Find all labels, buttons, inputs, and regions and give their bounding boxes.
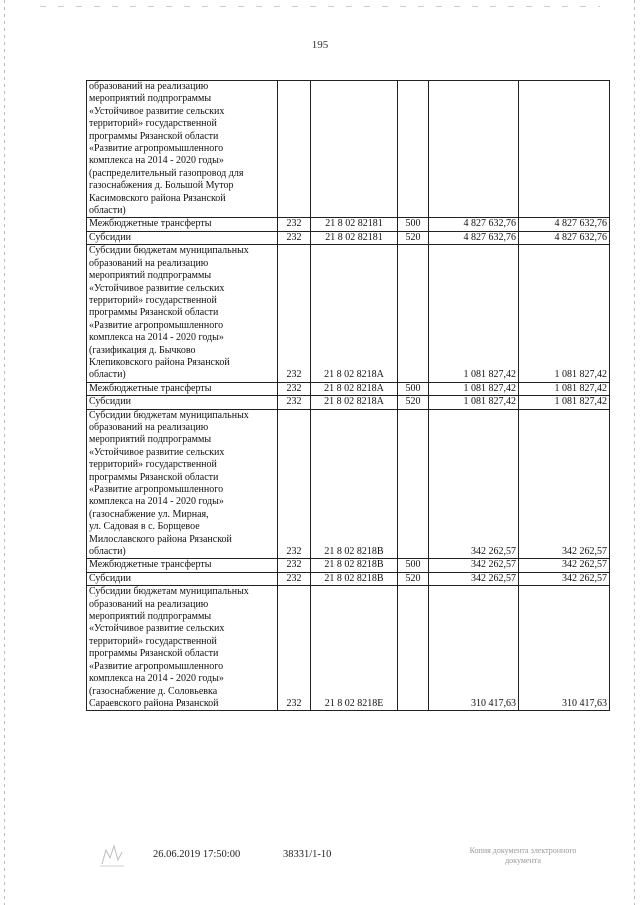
footer-doc-number: 38331/1-10 [283,849,332,860]
row-name [87,245,278,382]
row-name [87,559,278,572]
page-number: 195 [311,39,329,51]
seal-icon [96,838,126,868]
row-section: 232 [278,396,311,409]
row-amount-2: 342 262,57 [519,559,610,572]
row-code: 21 8 02 82181 [311,218,398,231]
row-name [87,218,278,231]
row-amount-1: 1 081 827,42 [429,382,519,395]
row-name-text: Субсидии [89,396,131,408]
row-type [398,245,429,382]
table-row [87,81,610,218]
row-name [87,396,278,409]
row-amount-2: 1 081 827,42 [519,382,610,395]
row-name [87,382,278,395]
row-amount-1: 4 827 632,76 [429,218,519,231]
row-name-text: Межбюджетные трансферты [89,559,212,571]
budget-table [86,80,610,711]
row-section: 232 [278,245,311,382]
row-type: 520 [398,396,429,409]
row-amount-1: 342 262,57 [429,409,519,559]
row-name-text: Межбюджетные трансферты [89,218,212,230]
row-name-text: Межбюджетные трансферты [89,382,212,394]
row-name-text: Субсидии бюджетам муниципальных образований на реализацию мероприятий подпрограммы «Устойчивое развитие сельских территорий» государственной программы Рязанской области «Развитие агропромышленного комплекса на 2014 - 2020 годы» (газификация д. Бычково Клепиковского района Рязанской области) [89,245,249,381]
row-section: 232 [278,409,311,559]
row-amount-2: 1 081 827,42 [519,396,610,409]
row-amount-1: 342 262,57 [429,559,519,572]
row-name [87,572,278,585]
row-type [398,409,429,559]
table-row [87,218,610,231]
scan-edge-right [634,0,635,905]
table-row [87,586,610,711]
table-row [87,559,610,572]
row-name [87,81,278,218]
row-code: 21 8 02 8218А [311,382,398,395]
table-row [87,572,610,585]
row-amount-1: 4 827 632,76 [429,231,519,244]
stamp-line-2: документа [505,856,541,865]
stamp-line-1: Копия документа электронного [469,846,577,855]
row-code: 21 8 02 8218В [311,559,398,572]
row-name-text: Субсидии [89,231,131,243]
table-row [87,245,610,382]
row-section: 232 [278,586,311,711]
row-type: 520 [398,231,429,244]
row-code: 21 8 02 8218А [311,396,398,409]
row-section: 232 [278,218,311,231]
row-amount-1: 310 417,63 [429,586,519,711]
row-name-text: образований на реализацию мероприятий подпрограммы «Устойчивое развитие сельских территорий» государственной программы Рязанской области «Развитие агропромышленного комплекса на 2014 - 2020 годы» (распределительный газопровод для газоснабжения д. Большой Мутор Касимовского района Рязанской области) [89,81,244,217]
row-amount-2 [519,81,610,218]
row-amount-2: 1 081 827,42 [519,245,610,382]
row-section: 232 [278,231,311,244]
row-code: 21 8 02 8218В [311,409,398,559]
table-row [87,382,610,395]
scan-noise-top [40,6,600,7]
table-row [87,409,610,559]
row-code [311,81,398,218]
row-code: 21 8 02 8218В [311,572,398,585]
row-name-text: Субсидии [89,572,131,584]
row-amount-1 [429,81,519,218]
row-amount-1: 1 081 827,42 [429,396,519,409]
row-name [87,586,278,711]
row-amount-2: 342 262,57 [519,572,610,585]
scan-edge-left [4,0,5,905]
row-type: 520 [398,572,429,585]
row-name [87,231,278,244]
row-code: 21 8 02 8218Е [311,586,398,711]
row-amount-2: 342 262,57 [519,409,610,559]
row-name-text: Субсидии бюджетам муниципальных образований на реализацию мероприятий подпрограммы «Устойчивое развитие сельских территорий» государственной программы Рязанской области «Развитие агропромышленного комплекса на 2014 - 2020 годы» (газоснабжение д. Соловьевка Сараевского района Рязанской [89,586,249,709]
row-type [398,81,429,218]
row-amount-2: 4 827 632,76 [519,218,610,231]
footer-date: 26.06.2019 17:50:00 [153,849,241,860]
row-section: 232 [278,572,311,585]
row-name [87,409,278,559]
row-amount-1: 1 081 827,42 [429,245,519,382]
row-code: 21 8 02 8218А [311,245,398,382]
row-type [398,586,429,711]
row-amount-2: 4 827 632,76 [519,231,610,244]
row-amount-2: 310 417,63 [519,586,610,711]
footer [0,848,640,878]
row-section: 232 [278,559,311,572]
row-amount-1: 342 262,57 [429,572,519,585]
table-row [87,396,610,409]
row-section [278,81,311,218]
row-code: 21 8 02 82181 [311,231,398,244]
row-name-text: Субсидии бюджетам муниципальных образований на реализацию мероприятий подпрограммы «Устойчивое развитие сельских территорий» государственной программы Рязанской области «Развитие агропромышленного комплекса на 2014 - 2020 годы» (газоснабжение ул. Мирная, ул. Садовая в с. Борщевое Милославского района Рязанской области) [89,409,249,558]
row-type: 500 [398,218,429,231]
row-type: 500 [398,559,429,572]
table-row [87,231,610,244]
row-section: 232 [278,382,311,395]
row-type: 500 [398,382,429,395]
electronic-copy-stamp [448,846,598,866]
